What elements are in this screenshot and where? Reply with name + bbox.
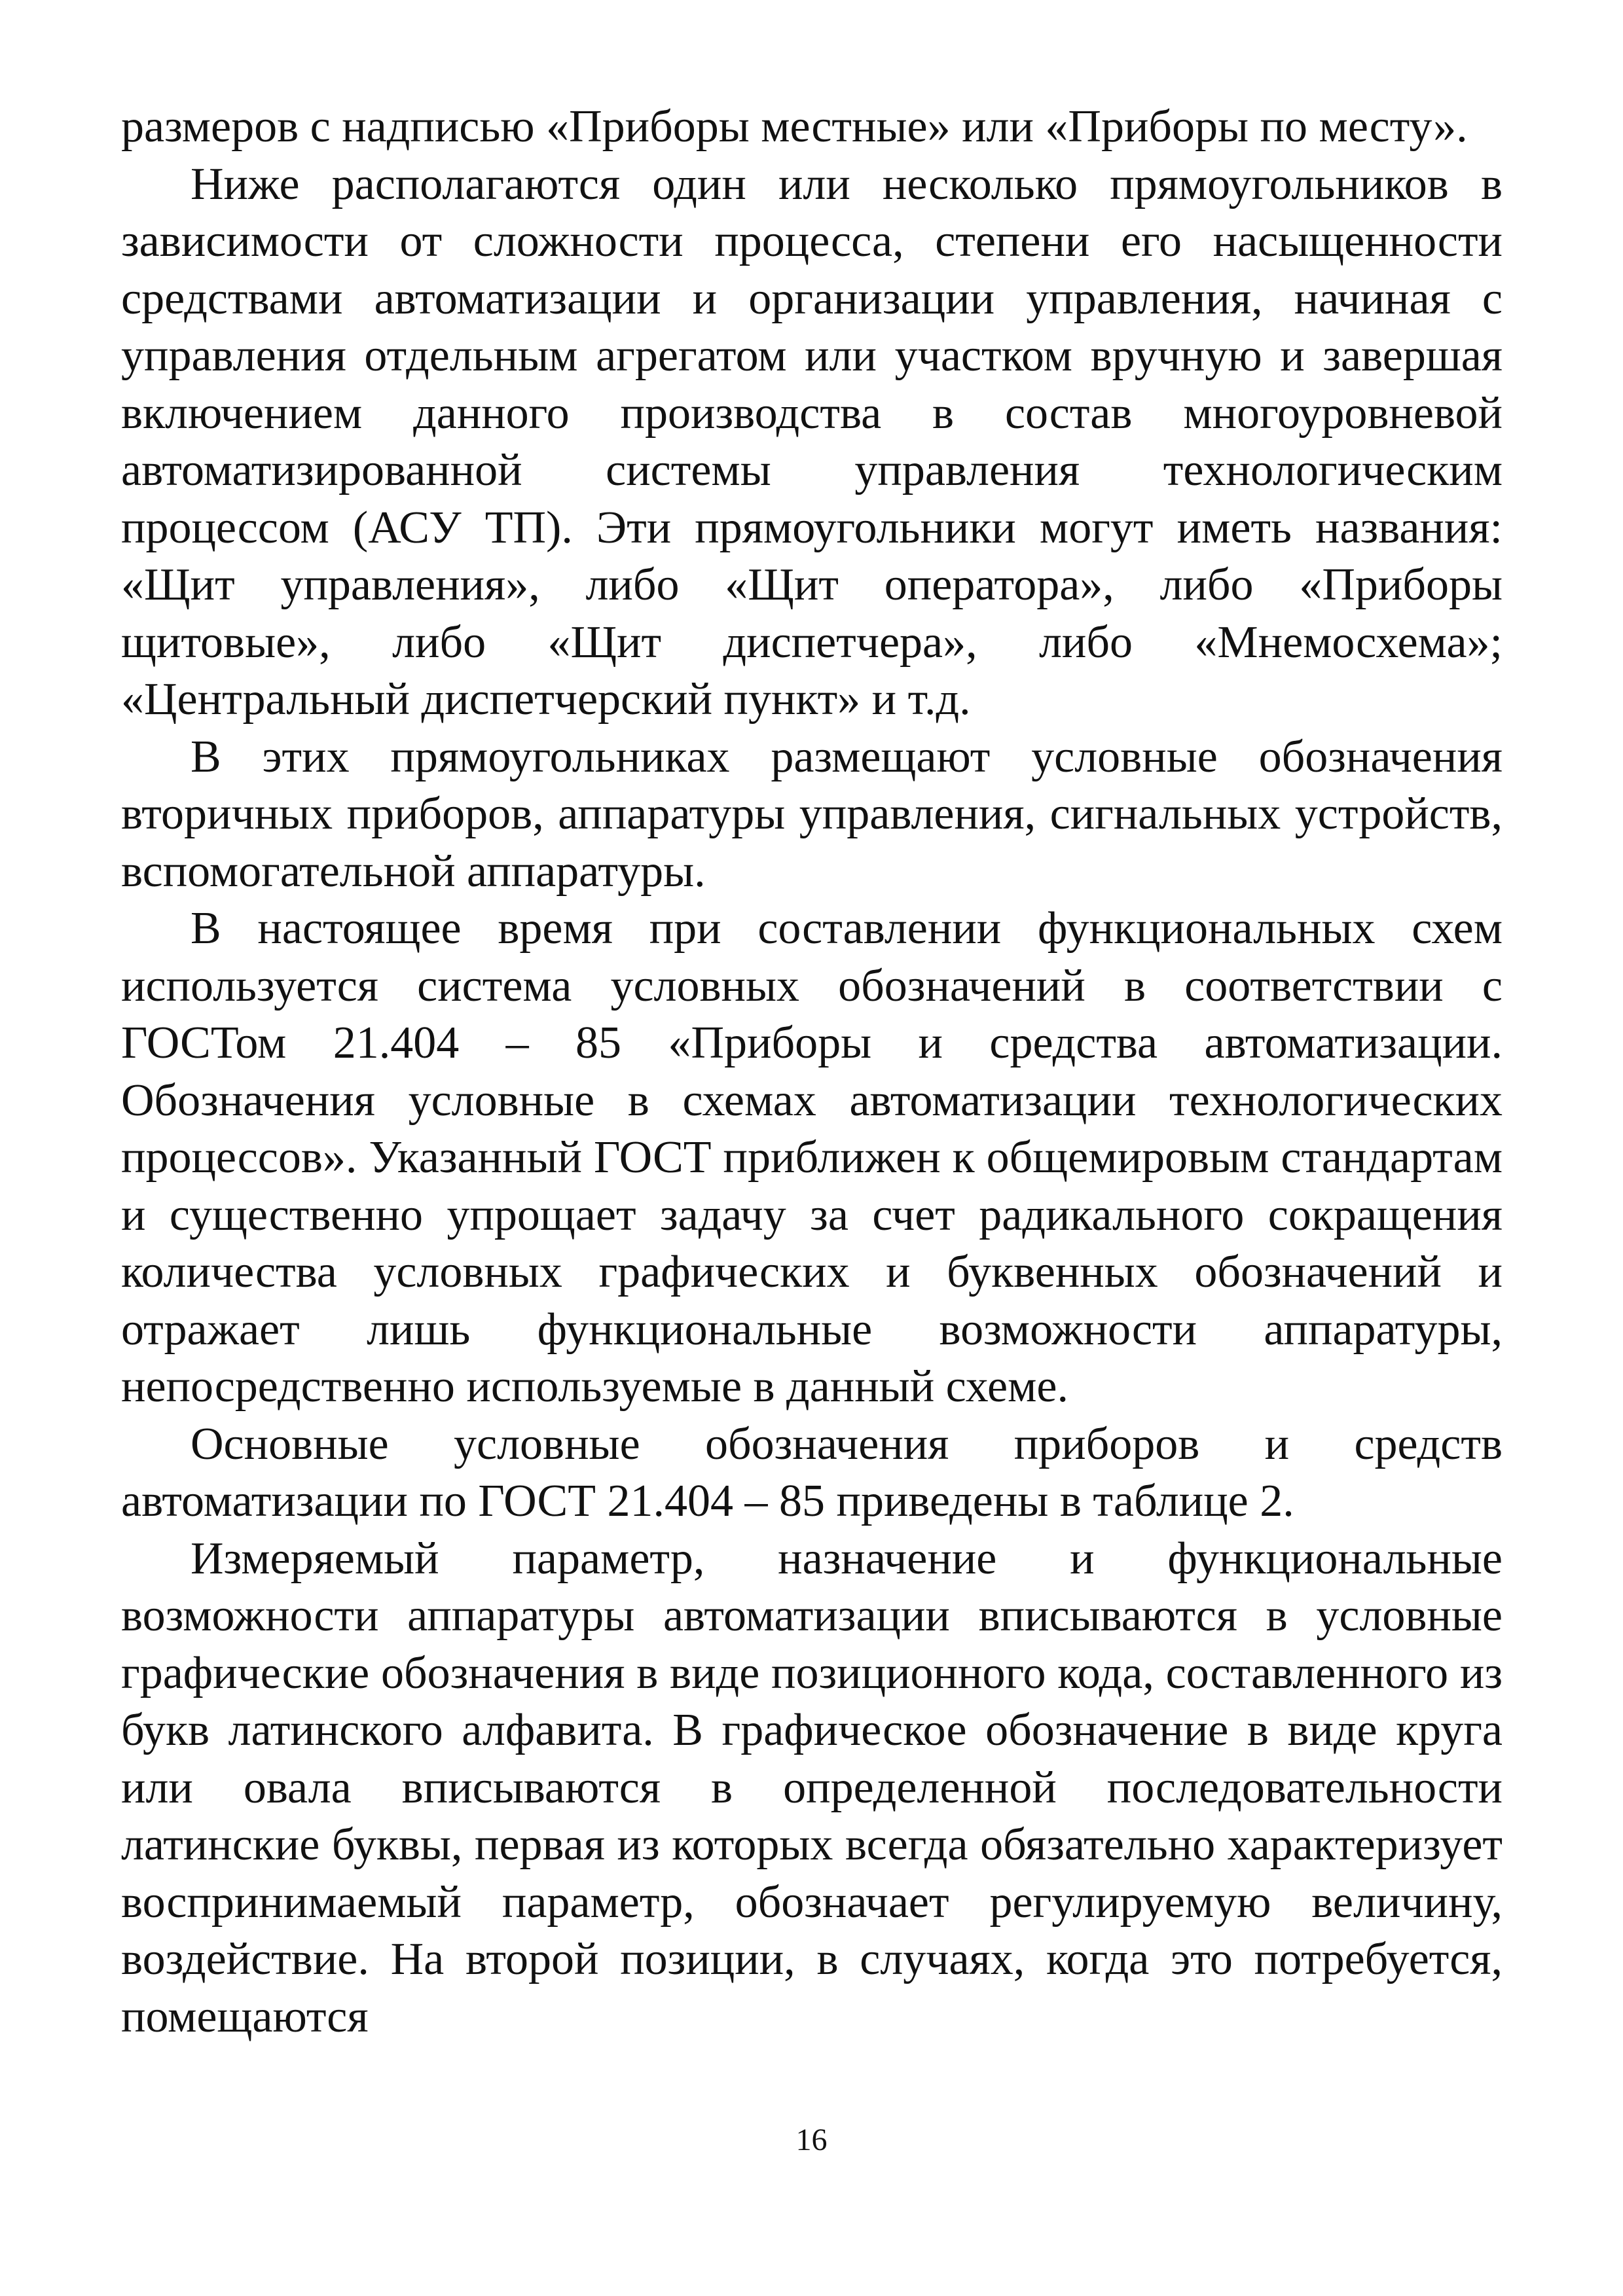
paragraph-5: Основные условные обозначения приборов и средств автоматизации по ГОСТ 21.404 – 85 приведены в таблице 2.	[121, 1418, 1503, 1526]
page-number: 16	[795, 2123, 828, 2157]
page-body	[121, 98, 1503, 2193]
paragraph-1: размеров с надписью «Приборы местные» или «Приборы по месту».	[121, 101, 1468, 152]
paragraph-3: В этих прямоугольниках размещают условные обозначения вторичных приборов, аппаратуры управления, сигнальных устройств, вспомогательной аппаратуры.	[121, 731, 1503, 897]
paragraph-2: Ниже располагаются один или несколько прямоугольников в зависимости от сложности процесса, степени его насыщенности средствами автоматизации и организации управления, начиная с управления отдельным агрегатом или участком вручную и завершая включением данного производства в состав многоуровневой автоматизированной системы управления технологическим процессом (АСУ ТП). Эти прямоугольники могут иметь названия: «Щит управления», либо «Щит оператора», либо «Приборы щитовые», либо «Щит диспетчера», либо «Мнемосхема»; «Центральный диспетчерский пункт» и т.д.	[121, 158, 1503, 725]
paragraph-4: В настоящее время при составлении функциональных схем используется система условных обозначений в соответствии с ГОСТом 21.404 – 85 «Приборы и средства автоматизации. Обозначения условные в схемах автоматизации технологических процессов». Указанный ГОСТ приближен к общемировым стандартам и существенно упрощает задачу за счет радикального сокращения количества условных графических и буквенных обозначений и отражает лишь функциональные возможности аппаратуры, непосредственно используемые в данный схеме.	[121, 903, 1503, 1412]
paragraph-6: Измеряемый параметр, назначение и функциональные возможности аппаратуры автоматизации вписываются в условные графические обозначения в виде позиционного кода, составленного из букв латинского алфавита. В графическое обозначение в виде круга или овала вписываются в определенной последовательности латинские буквы, первая из которых всегда обязательно характеризует воспринимаемый параметр, обозначает регулируемую величину, воздействие. На второй позиции, в случаях, когда это потребуется, помещаются	[121, 1533, 1503, 2042]
